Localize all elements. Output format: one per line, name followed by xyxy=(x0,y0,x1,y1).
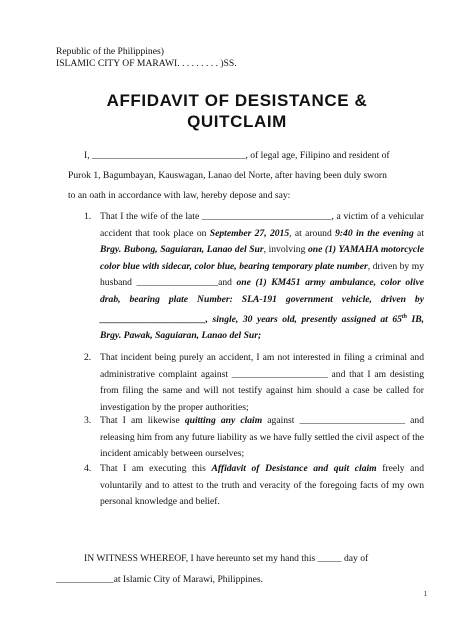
intro-line-2: Purok 1, Bagumbayan, Kauswagan, Lanao del Norte, after having been duly sworn xyxy=(68,170,387,181)
item3-quitting-claim: quitting any claim xyxy=(184,415,263,426)
list-number: 1. xyxy=(84,211,92,222)
item3-text-a: That I am likewise xyxy=(100,415,185,426)
item1-time: 9:40 in the evening xyxy=(335,227,414,239)
intro-line-1: I, ________________________________, of legal age, Filipino and resident of xyxy=(84,150,390,161)
document-title-line2: QUITCLAIM xyxy=(187,112,287,131)
list-number: 4. xyxy=(84,463,92,474)
item1-assignment: IB, Brgy. Pawak, Saguiaran, Lanao del Sur; xyxy=(100,313,424,342)
item1-text-g: , involving xyxy=(263,244,308,256)
item1-ambulance: one (1) KM451 army ambulance, color olive drab, bearing plate Number: SLA-191 government vehicle, driven by ______________________, single, 30 years old, presently assigned at 65 xyxy=(100,277,424,325)
list-item-3-text xyxy=(100,413,424,463)
witness-line-1: IN WITNESS WHEREOF, I have hereunto set my hand this _____ day of xyxy=(84,553,369,564)
intro-line-3: to an oath in accordance with law, hereby depose and say: xyxy=(68,190,291,201)
header-republic: Republic of the Philippines) xyxy=(56,46,164,57)
item4-affidavit-title: Affidavit of Desistance and quit claim xyxy=(211,463,377,474)
list-number: 2. xyxy=(84,352,92,363)
item1-text-e: at xyxy=(413,227,424,239)
header-city: ISLAMIC CITY OF MARAWI. . . . . . . . . )SS. xyxy=(56,58,237,69)
item1-text-i: , driven by my husband _________________and xyxy=(100,260,424,289)
item4-text-a: That I am executing this xyxy=(100,463,212,474)
list-item-1-text xyxy=(100,209,424,345)
item3-text-c: against ______________________ and releasing him from any future liability as we have fully settled the civil aspect of the incident amicably between ourselves; xyxy=(100,415,424,460)
item1-text-c: , at around xyxy=(289,227,336,239)
item1-date: September 27, 2015 xyxy=(209,227,290,239)
item1-place: Brgy. Bubong, Saguiaran, Lanao del Sur xyxy=(100,244,264,256)
item1-motorcycle: one (1) YAMAHA motorcycle color blue with sidecar, color blue, bearing temporary plate number xyxy=(100,244,424,272)
list-item-2-text: That incident being purely an accident, I am not interested in filing a criminal and administrative complaint against ____________________ and that I am desisting from filing the same and will not testify against him should a case be called for investigation by the proper authorities; xyxy=(100,352,424,413)
witness-clause xyxy=(56,548,424,590)
list-number: 3. xyxy=(84,415,92,426)
page-number: 1 xyxy=(423,590,427,598)
item4-text-c: freely and voluntarily and to attest to the truth and veracity of the foregoing facts of my own personal knowledge and belief. xyxy=(100,463,424,508)
document-title-line1: AFFIDAVIT OF DESISTANCE & xyxy=(106,91,368,110)
intro-paragraph xyxy=(68,146,424,206)
item1-text-a: That I the wife of the late ___________________________, a victim of a vehicular accident that took place on xyxy=(100,211,424,239)
list-item-4-text xyxy=(100,461,424,511)
witness-line-2: ____________at Islamic City of Marawi, Philippines. xyxy=(56,574,264,585)
item1-superscript: th xyxy=(401,313,407,320)
